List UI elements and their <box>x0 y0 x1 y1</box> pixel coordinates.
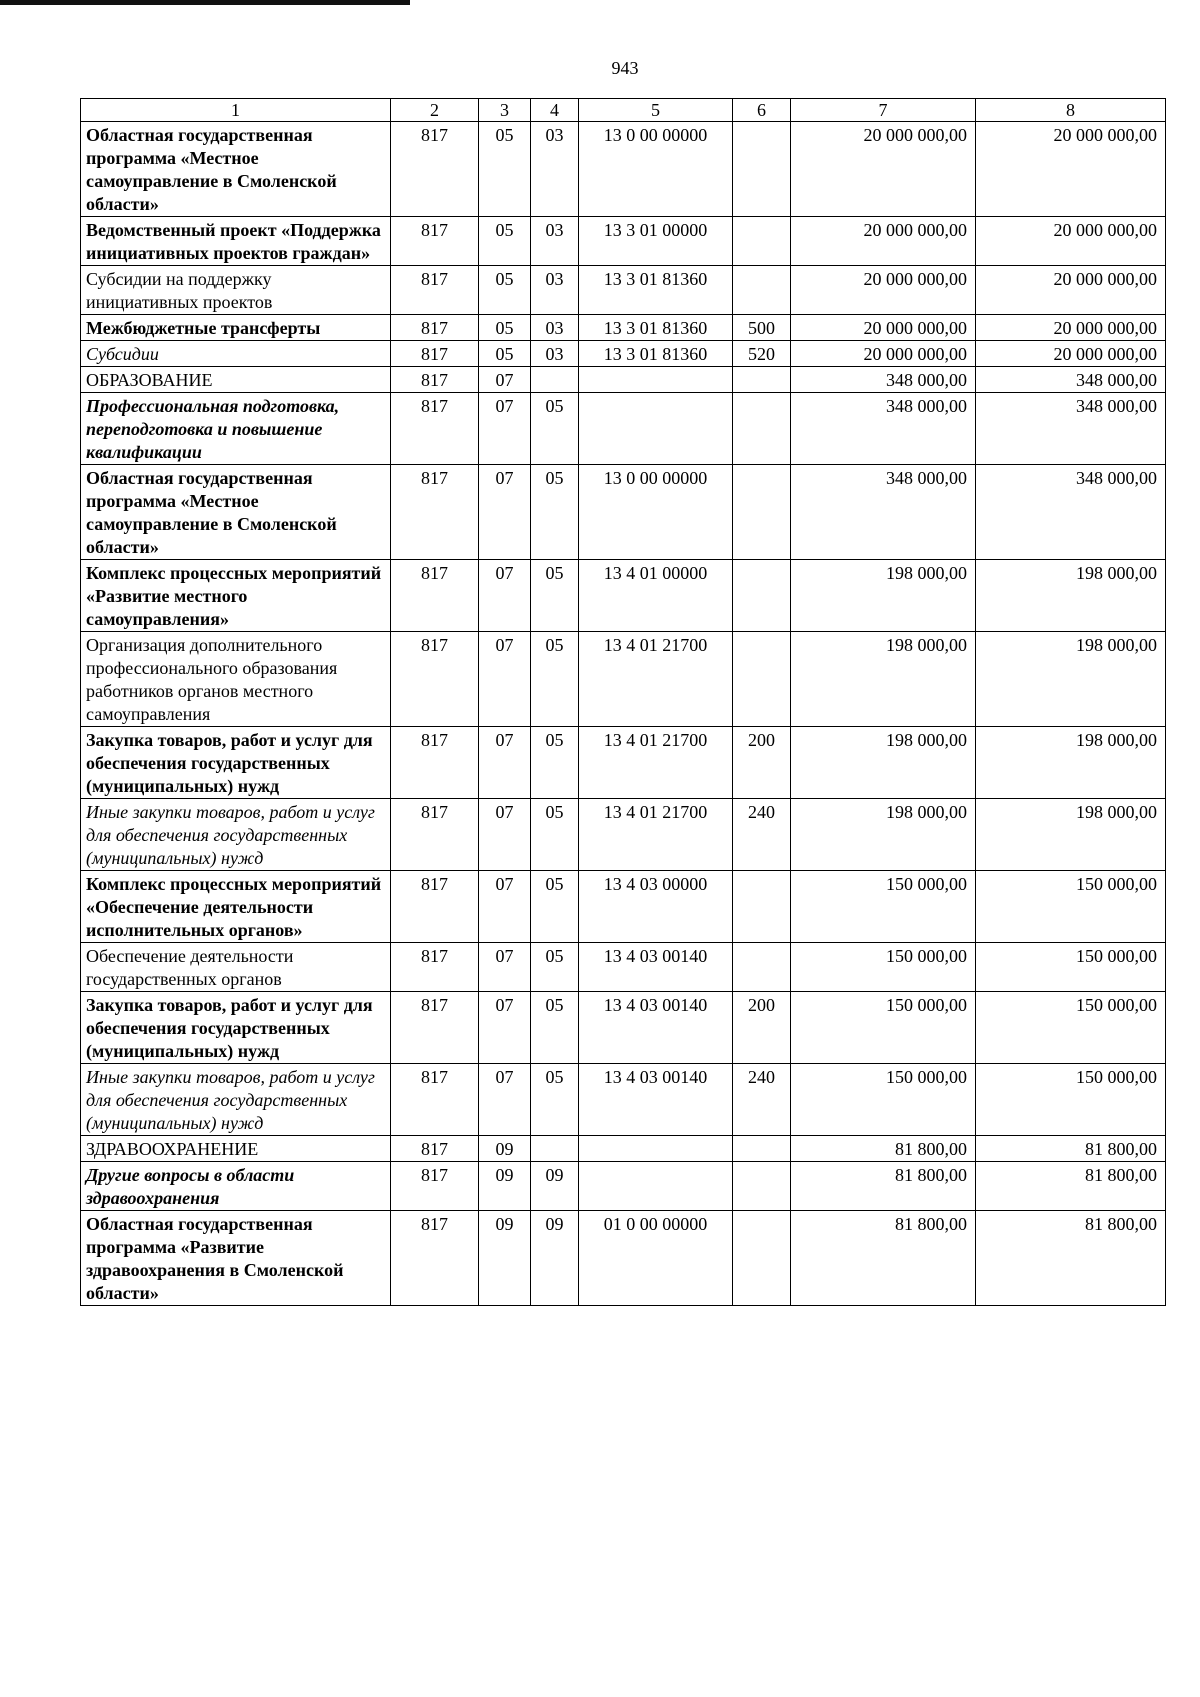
column-header-5: 5 <box>579 99 733 122</box>
row-section-cell: 07 <box>479 393 531 465</box>
row-subsection-cell: 05 <box>531 465 579 560</box>
row-expense-type-cell <box>733 465 791 560</box>
row-name-cell: ЗДРАВООХРАНЕНИЕ <box>81 1136 391 1162</box>
row-expense-type-cell: 240 <box>733 1064 791 1136</box>
row-amount-year2-cell: 150 000,00 <box>976 871 1166 943</box>
column-header-8: 8 <box>976 99 1166 122</box>
table-row <box>81 727 1166 799</box>
row-name-cell: Областная государственная программа «Местное самоуправление в Смоленской области» <box>81 122 391 217</box>
row-section-cell: 05 <box>479 122 531 217</box>
table-row <box>81 465 1166 560</box>
row-expense-type-cell <box>733 1162 791 1211</box>
row-section-cell: 09 <box>479 1211 531 1306</box>
row-name-cell: Другие вопросы в области здравоохранения <box>81 1162 391 1211</box>
row-target-article-cell: 13 4 03 00140 <box>579 943 733 992</box>
row-name-cell: Областная государственная программа «Местное самоуправление в Смоленской области» <box>81 465 391 560</box>
row-code-cell: 817 <box>391 1211 479 1306</box>
row-section-cell: 05 <box>479 266 531 315</box>
table-row <box>81 871 1166 943</box>
row-amount-year2-cell: 348 000,00 <box>976 367 1166 393</box>
table-row <box>81 341 1166 367</box>
row-section-cell: 07 <box>479 992 531 1064</box>
row-subsection-cell: 03 <box>531 217 579 266</box>
row-name-cell: Иные закупки товаров, работ и услуг для обеспечения государственных (муниципальных) нужд <box>81 1064 391 1136</box>
row-amount-year2-cell: 348 000,00 <box>976 465 1166 560</box>
row-expense-type-cell <box>733 871 791 943</box>
row-name-cell: Профессиональная подготовка, переподготовка и повышение квалификации <box>81 393 391 465</box>
row-amount-year1-cell: 348 000,00 <box>791 367 976 393</box>
row-expense-type-cell <box>733 943 791 992</box>
row-amount-year2-cell: 198 000,00 <box>976 799 1166 871</box>
row-amount-year1-cell: 20 000 000,00 <box>791 217 976 266</box>
row-target-article-cell: 13 3 01 81360 <box>579 315 733 341</box>
row-target-article-cell: 13 3 01 81360 <box>579 341 733 367</box>
row-target-article-cell: 13 4 01 21700 <box>579 632 733 727</box>
row-code-cell: 817 <box>391 367 479 393</box>
row-amount-year2-cell: 20 000 000,00 <box>976 315 1166 341</box>
table-row <box>81 1064 1166 1136</box>
row-subsection-cell: 05 <box>531 943 579 992</box>
row-section-cell: 07 <box>479 560 531 632</box>
row-target-article-cell <box>579 1136 733 1162</box>
header-row <box>81 99 1166 122</box>
row-amount-year1-cell: 198 000,00 <box>791 727 976 799</box>
row-expense-type-cell <box>733 367 791 393</box>
row-name-cell: ОБРАЗОВАНИЕ <box>81 367 391 393</box>
column-header-7: 7 <box>791 99 976 122</box>
row-amount-year1-cell: 198 000,00 <box>791 632 976 727</box>
row-name-cell: Субсидии на поддержку инициативных проектов <box>81 266 391 315</box>
row-name-cell: Закупка товаров, работ и услуг для обеспечения государственных (муниципальных) нужд <box>81 727 391 799</box>
row-code-cell: 817 <box>391 560 479 632</box>
row-target-article-cell: 13 3 01 81360 <box>579 266 733 315</box>
row-code-cell: 817 <box>391 943 479 992</box>
column-header-6: 6 <box>733 99 791 122</box>
row-subsection-cell: 03 <box>531 341 579 367</box>
top-edge-rule <box>0 0 410 5</box>
row-target-article-cell: 13 4 03 00000 <box>579 871 733 943</box>
row-target-article-cell: 13 4 03 00140 <box>579 1064 733 1136</box>
row-amount-year1-cell: 198 000,00 <box>791 799 976 871</box>
row-target-article-cell: 13 0 00 00000 <box>579 465 733 560</box>
row-section-cell: 07 <box>479 943 531 992</box>
row-subsection-cell: 09 <box>531 1211 579 1306</box>
row-name-cell: Иные закупки товаров, работ и услуг для обеспечения государственных (муниципальных) нужд <box>81 799 391 871</box>
row-amount-year1-cell: 81 800,00 <box>791 1162 976 1211</box>
row-amount-year2-cell: 198 000,00 <box>976 727 1166 799</box>
row-subsection-cell <box>531 1136 579 1162</box>
row-amount-year2-cell: 20 000 000,00 <box>976 122 1166 217</box>
row-subsection-cell: 05 <box>531 1064 579 1136</box>
row-amount-year1-cell: 150 000,00 <box>791 943 976 992</box>
row-subsection-cell: 05 <box>531 992 579 1064</box>
row-subsection-cell: 05 <box>531 799 579 871</box>
row-amount-year1-cell: 81 800,00 <box>791 1211 976 1306</box>
row-code-cell: 817 <box>391 1136 479 1162</box>
table-row <box>81 799 1166 871</box>
row-target-article-cell: 13 3 01 00000 <box>579 217 733 266</box>
page-number: 943 <box>611 58 639 78</box>
row-subsection-cell: 09 <box>531 1162 579 1211</box>
table-row <box>81 393 1166 465</box>
table-row <box>81 1136 1166 1162</box>
row-name-cell: Закупка товаров, работ и услуг для обеспечения государственных (муниципальных) нужд <box>81 992 391 1064</box>
row-amount-year1-cell: 20 000 000,00 <box>791 266 976 315</box>
row-name-cell: Обеспечение деятельности государственных органов <box>81 943 391 992</box>
row-subsection-cell: 03 <box>531 266 579 315</box>
row-amount-year2-cell: 150 000,00 <box>976 943 1166 992</box>
row-expense-type-cell <box>733 632 791 727</box>
row-target-article-cell: 13 0 00 00000 <box>579 122 733 217</box>
row-amount-year2-cell: 81 800,00 <box>976 1136 1166 1162</box>
row-section-cell: 09 <box>479 1162 531 1211</box>
row-code-cell: 817 <box>391 1064 479 1136</box>
table-row <box>81 266 1166 315</box>
table-body <box>81 99 1166 1306</box>
table-row <box>81 943 1166 992</box>
row-subsection-cell: 05 <box>531 393 579 465</box>
row-name-cell: Организация дополнительного профессионального образования работников органов местного самоуправления <box>81 632 391 727</box>
row-code-cell: 817 <box>391 632 479 727</box>
row-expense-type-cell: 500 <box>733 315 791 341</box>
row-expense-type-cell <box>733 266 791 315</box>
row-expense-type-cell <box>733 393 791 465</box>
row-amount-year2-cell: 150 000,00 <box>976 992 1166 1064</box>
row-amount-year2-cell: 150 000,00 <box>976 1064 1166 1136</box>
row-name-cell: Межбюджетные трансферты <box>81 315 391 341</box>
row-expense-type-cell <box>733 122 791 217</box>
row-name-cell: Комплекс процессных мероприятий «Обеспечение деятельности исполнительных органов» <box>81 871 391 943</box>
row-amount-year1-cell: 20 000 000,00 <box>791 122 976 217</box>
row-name-cell: Ведомственный проект «Поддержка инициативных проектов граждан» <box>81 217 391 266</box>
row-expense-type-cell <box>733 1136 791 1162</box>
row-code-cell: 817 <box>391 992 479 1064</box>
table-row <box>81 367 1166 393</box>
row-subsection-cell: 05 <box>531 560 579 632</box>
row-code-cell: 817 <box>391 341 479 367</box>
row-target-article-cell: 01 0 00 00000 <box>579 1211 733 1306</box>
row-section-cell: 09 <box>479 1136 531 1162</box>
row-amount-year1-cell: 20 000 000,00 <box>791 315 976 341</box>
row-code-cell: 817 <box>391 1162 479 1211</box>
row-amount-year2-cell: 81 800,00 <box>976 1211 1166 1306</box>
row-target-article-cell: 13 4 01 00000 <box>579 560 733 632</box>
row-subsection-cell: 03 <box>531 122 579 217</box>
budget-table <box>80 98 1166 1306</box>
row-target-article-cell: 13 4 01 21700 <box>579 799 733 871</box>
row-expense-type-cell: 520 <box>733 341 791 367</box>
row-amount-year2-cell: 198 000,00 <box>976 632 1166 727</box>
column-header-4: 4 <box>531 99 579 122</box>
row-target-article-cell <box>579 393 733 465</box>
row-code-cell: 817 <box>391 465 479 560</box>
row-code-cell: 817 <box>391 393 479 465</box>
column-header-2: 2 <box>391 99 479 122</box>
row-amount-year2-cell: 81 800,00 <box>976 1162 1166 1211</box>
table-row <box>81 560 1166 632</box>
row-amount-year1-cell: 150 000,00 <box>791 992 976 1064</box>
row-section-cell: 07 <box>479 727 531 799</box>
row-code-cell: 817 <box>391 727 479 799</box>
row-name-cell: Областная государственная программа «Развитие здравоохранения в Смоленской области» <box>81 1211 391 1306</box>
table-row <box>81 1211 1166 1306</box>
row-amount-year1-cell: 348 000,00 <box>791 465 976 560</box>
row-target-article-cell <box>579 1162 733 1211</box>
row-section-cell: 05 <box>479 217 531 266</box>
row-section-cell: 07 <box>479 632 531 727</box>
row-amount-year1-cell: 20 000 000,00 <box>791 341 976 367</box>
row-amount-year1-cell: 198 000,00 <box>791 560 976 632</box>
row-amount-year2-cell: 348 000,00 <box>976 393 1166 465</box>
row-section-cell: 07 <box>479 799 531 871</box>
row-name-cell: Комплекс процессных мероприятий «Развитие местного самоуправления» <box>81 560 391 632</box>
row-amount-year1-cell: 348 000,00 <box>791 393 976 465</box>
row-target-article-cell: 13 4 01 21700 <box>579 727 733 799</box>
row-subsection-cell <box>531 367 579 393</box>
table-row <box>81 992 1166 1064</box>
row-section-cell: 07 <box>479 871 531 943</box>
row-amount-year1-cell: 150 000,00 <box>791 871 976 943</box>
row-expense-type-cell: 200 <box>733 992 791 1064</box>
column-header-3: 3 <box>479 99 531 122</box>
row-amount-year2-cell: 20 000 000,00 <box>976 217 1166 266</box>
row-subsection-cell: 05 <box>531 871 579 943</box>
row-section-cell: 07 <box>479 367 531 393</box>
row-section-cell: 07 <box>479 1064 531 1136</box>
row-subsection-cell: 05 <box>531 727 579 799</box>
row-subsection-cell: 03 <box>531 315 579 341</box>
table-row <box>81 315 1166 341</box>
table-row <box>81 1162 1166 1211</box>
row-expense-type-cell <box>733 1211 791 1306</box>
row-section-cell: 05 <box>479 341 531 367</box>
row-target-article-cell: 13 4 03 00140 <box>579 992 733 1064</box>
row-amount-year2-cell: 20 000 000,00 <box>976 266 1166 315</box>
row-amount-year2-cell: 20 000 000,00 <box>976 341 1166 367</box>
row-code-cell: 817 <box>391 266 479 315</box>
row-expense-type-cell <box>733 560 791 632</box>
table-row <box>81 217 1166 266</box>
table-row <box>81 632 1166 727</box>
row-code-cell: 817 <box>391 315 479 341</box>
row-subsection-cell: 05 <box>531 632 579 727</box>
column-header-1: 1 <box>81 99 391 122</box>
table-row <box>81 122 1166 217</box>
row-amount-year1-cell: 81 800,00 <box>791 1136 976 1162</box>
row-code-cell: 817 <box>391 122 479 217</box>
row-code-cell: 817 <box>391 871 479 943</box>
row-amount-year2-cell: 198 000,00 <box>976 560 1166 632</box>
row-name-cell: Субсидии <box>81 341 391 367</box>
row-expense-type-cell <box>733 217 791 266</box>
row-amount-year1-cell: 150 000,00 <box>791 1064 976 1136</box>
row-section-cell: 07 <box>479 465 531 560</box>
row-expense-type-cell: 240 <box>733 799 791 871</box>
row-expense-type-cell: 200 <box>733 727 791 799</box>
row-section-cell: 05 <box>479 315 531 341</box>
row-code-cell: 817 <box>391 217 479 266</box>
row-code-cell: 817 <box>391 799 479 871</box>
row-target-article-cell <box>579 367 733 393</box>
